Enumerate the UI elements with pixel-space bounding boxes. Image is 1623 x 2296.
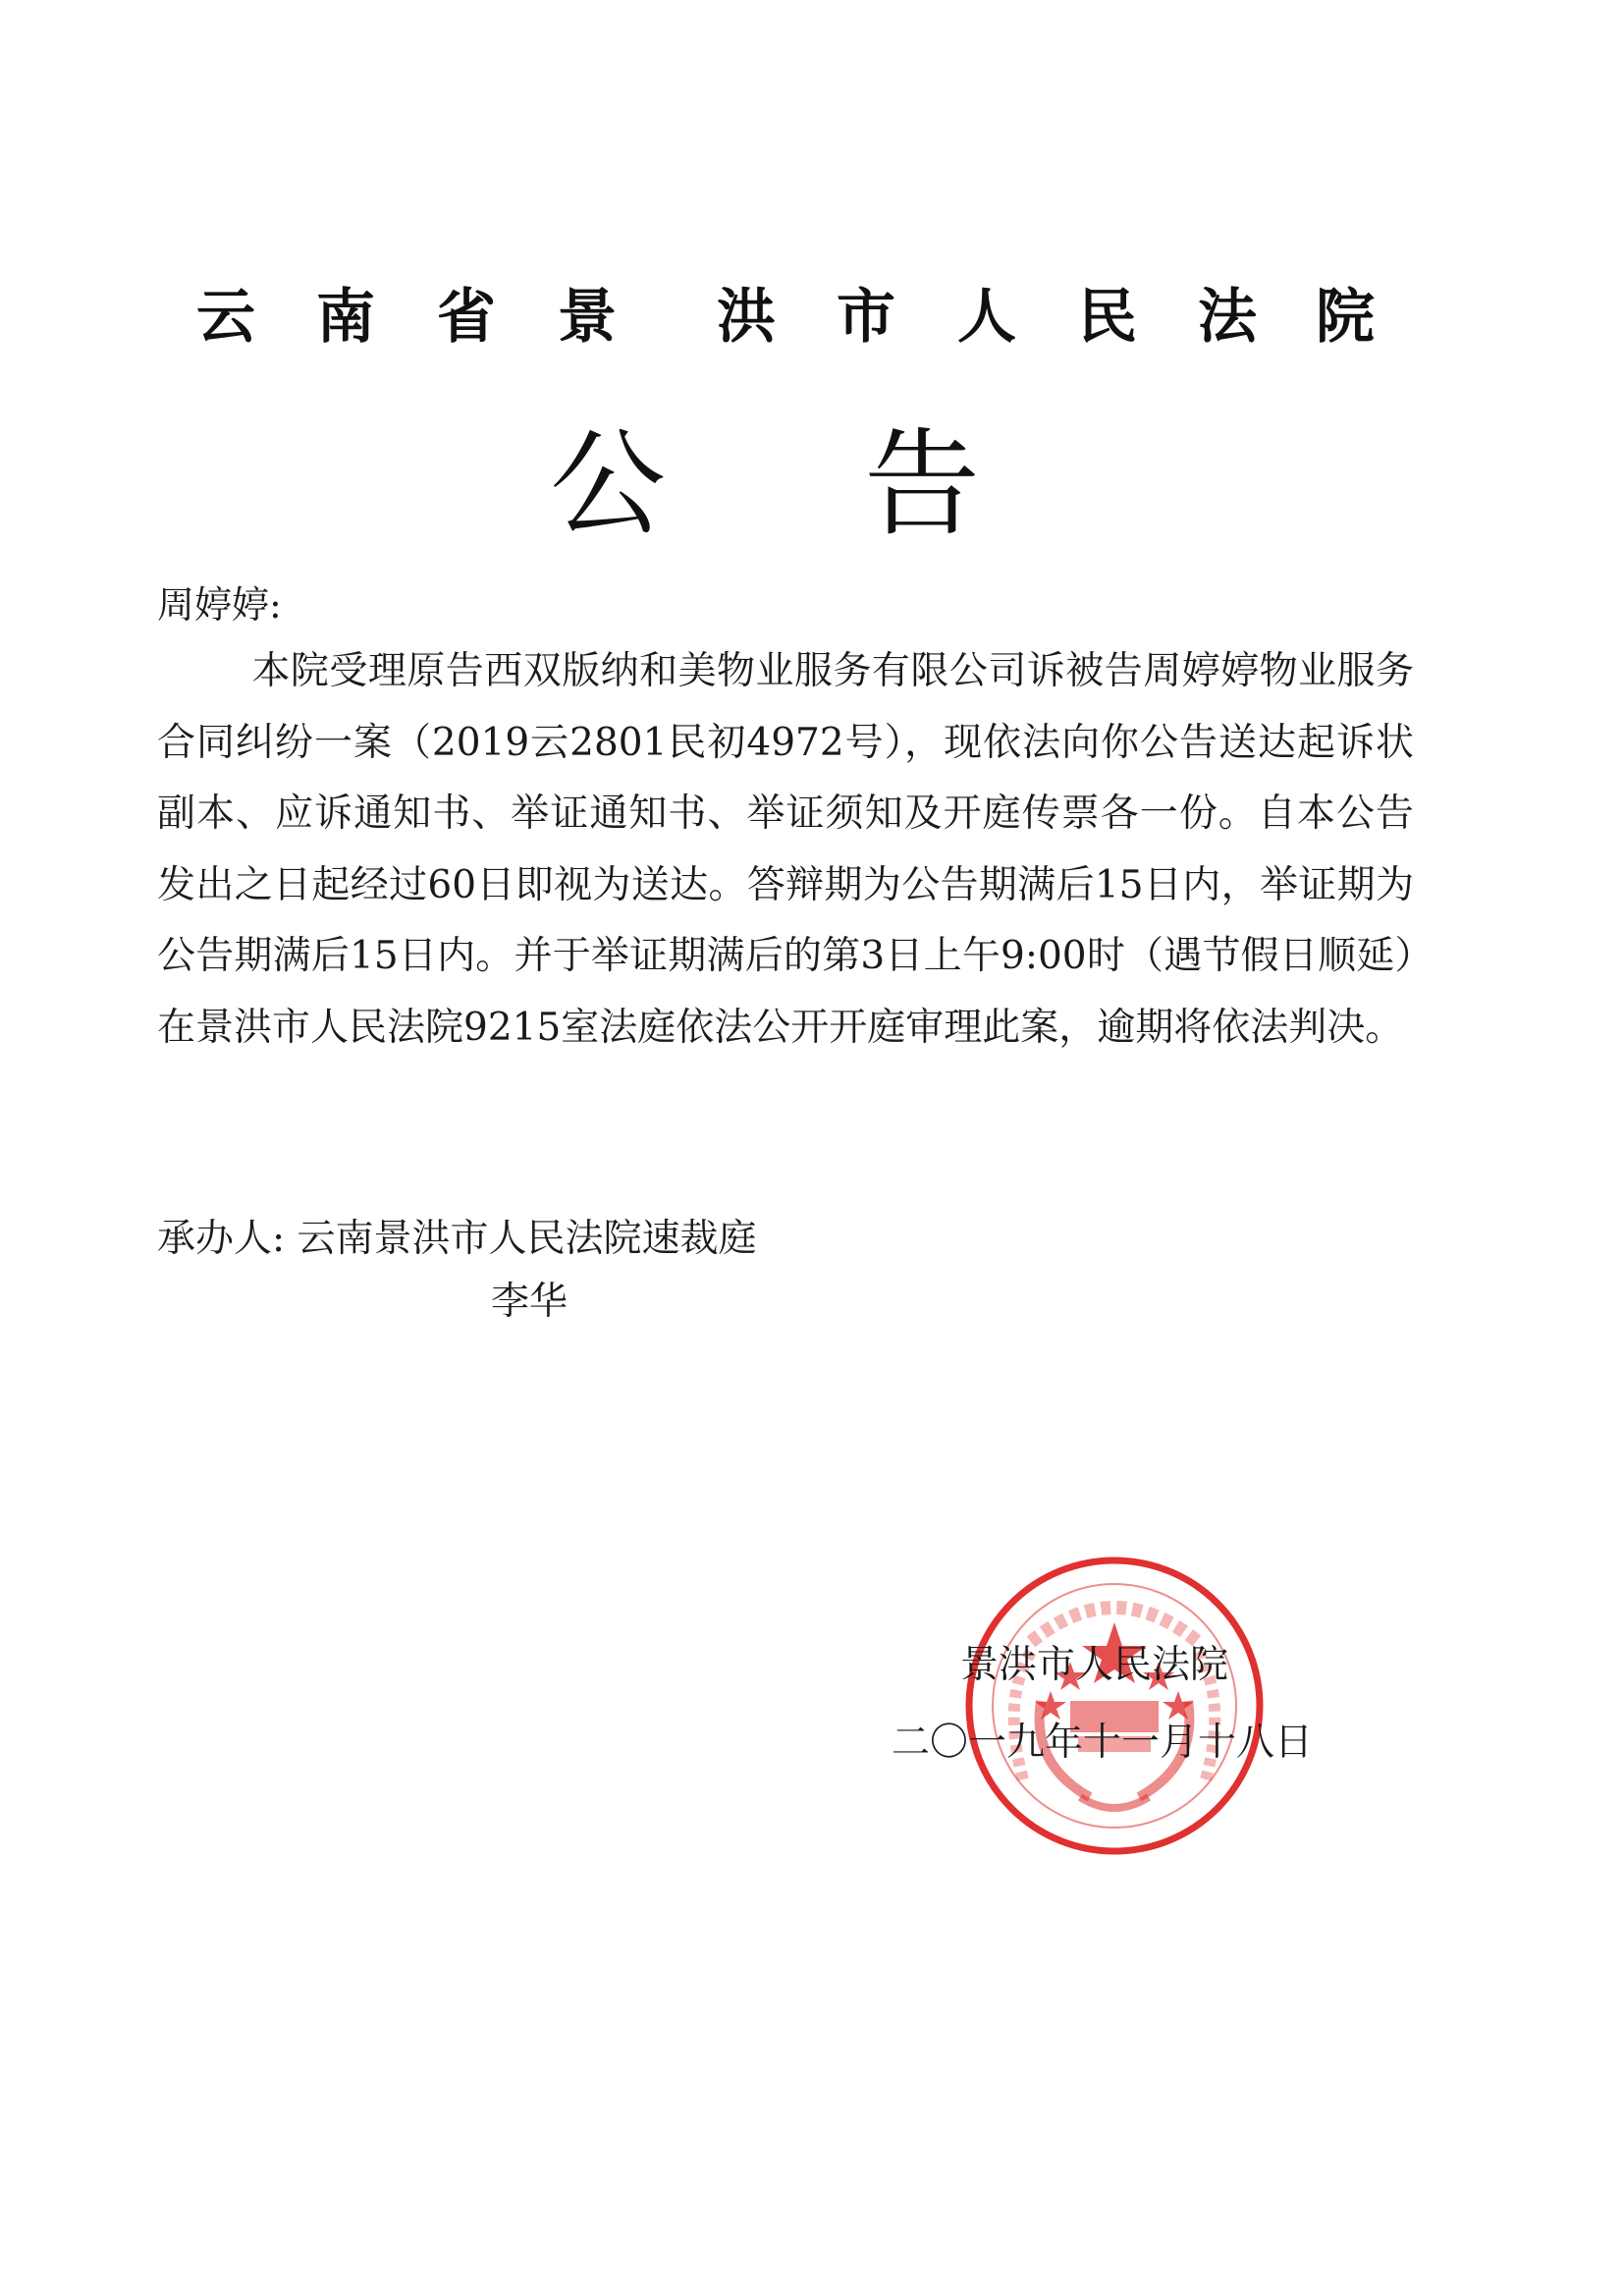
handler-line xyxy=(157,1212,757,1267)
document-title xyxy=(550,410,1001,558)
handler-unit: 云南景洪市人民法院速裁庭 xyxy=(297,1217,757,1261)
court-name-char: 云 xyxy=(196,283,255,352)
notice-body-text: 本院受理原告西双版纳和美物业服务有限公司诉被告周婷婷物业服务合同纠纷一案（2019云2801民初4972号），现依法向你公告送达起诉状副本、应诉通知书、举证通知书、举证须知及开庭传票各一份。自本公告发出之日起经过60日即视为送达。答辩期为公告期满后15日内，举证期为公告期满后15日内。并于举证期满后的第3日上午9:00时（遇节假日顺延）在景洪市人民法院9215室法庭依法公开开庭审理此案，逾期将依法判决。 xyxy=(157,649,1414,1050)
court-name-char: 法 xyxy=(1198,283,1257,352)
addressee: 周婷婷: xyxy=(157,583,282,627)
court-name-heading xyxy=(196,273,1424,361)
notice-body xyxy=(157,636,1414,1064)
court-name-char: 景 xyxy=(558,283,617,352)
court-name-char: 院 xyxy=(1316,283,1375,352)
court-name-char: 省 xyxy=(437,283,496,352)
handler-label: 承办人: xyxy=(157,1217,286,1261)
court-name-char: 民 xyxy=(1078,283,1137,352)
court-seal-stamp xyxy=(962,1554,1267,1858)
signing-date: 二〇一九年十一月十八日 xyxy=(892,1721,1314,1765)
signing-court: 景洪市人民法院 xyxy=(960,1643,1229,1687)
document-title-char: 公 xyxy=(550,416,667,552)
seal-art xyxy=(969,1560,1260,1851)
court-name-char: 市 xyxy=(837,283,895,352)
court-name-char: 洪 xyxy=(717,283,776,352)
handler-person: 李华 xyxy=(491,1280,568,1324)
court-name-char: 人 xyxy=(957,283,1016,352)
court-name-char: 南 xyxy=(316,283,375,352)
document-title-char: 告 xyxy=(864,416,981,552)
